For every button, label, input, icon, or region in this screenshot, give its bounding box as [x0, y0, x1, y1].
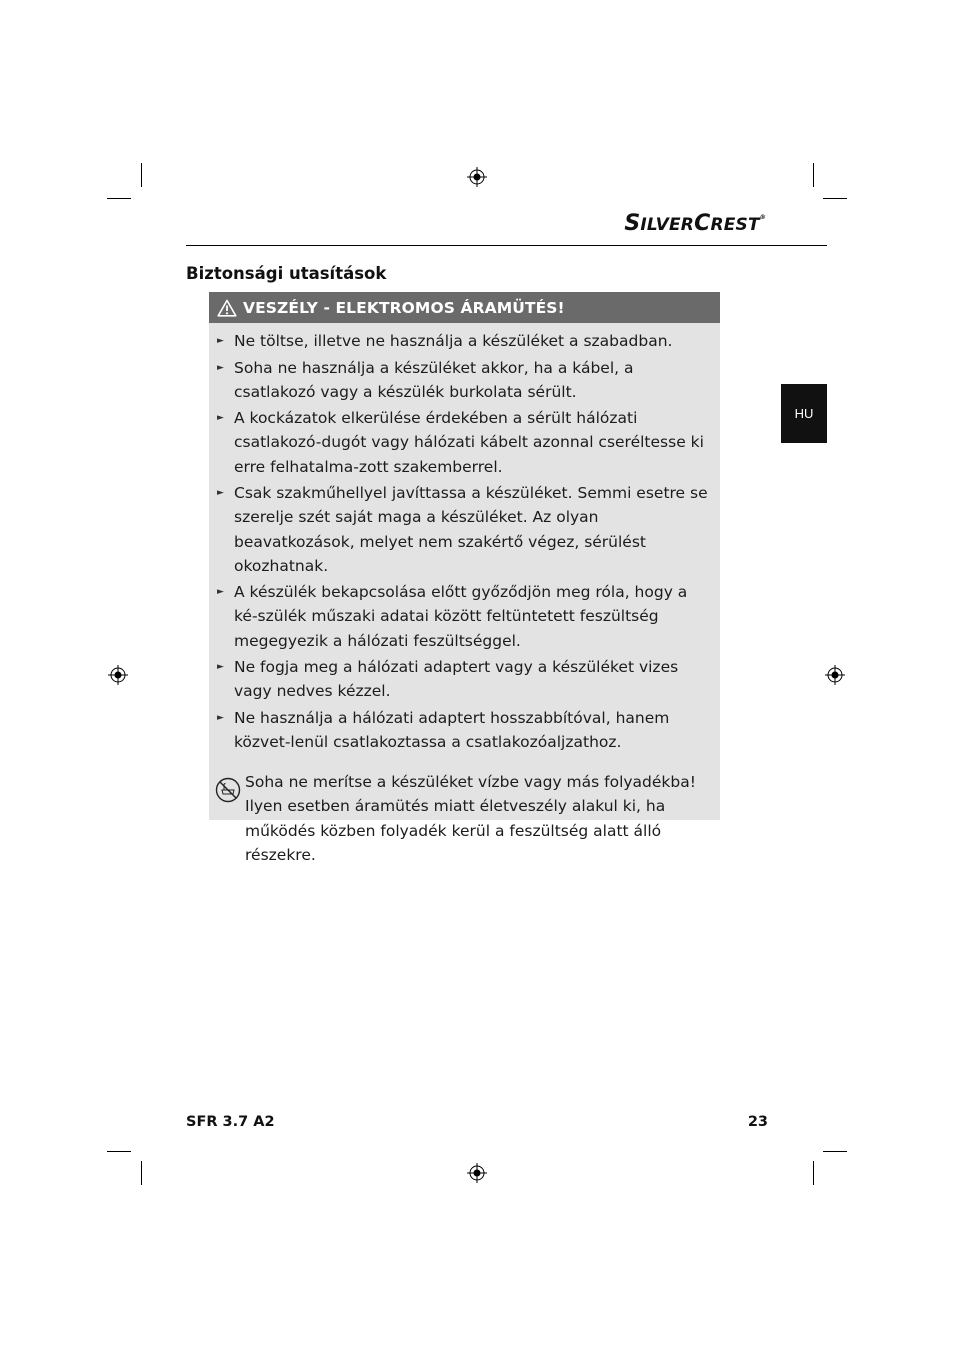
crop-mark	[813, 163, 814, 187]
bullet-arrow-icon: ►	[217, 413, 224, 424]
bullet-arrow-icon: ►	[217, 362, 224, 373]
bullet-arrow-icon: ►	[217, 488, 224, 499]
no-bath-icon	[215, 777, 241, 803]
water-warning-note	[209, 770, 720, 867]
bullet-arrow-icon: ►	[217, 587, 224, 598]
crop-mark	[107, 1151, 131, 1152]
list-item: ► Ne használja a hálózati adaptert hosszabbítóval, hanem közvet-lenül csatlakoztassa a csatlakozóaljzathoz.	[209, 706, 720, 754]
warning-triangle-icon	[217, 299, 237, 317]
note-text: Soha ne merítse a készüléket vízbe vagy más folyadékba! Ilyen esetben áramütés miatt életveszély alakul ki, ha működés közben folyadék kerül a feszültség alatt álló részekre.	[245, 773, 696, 864]
registration-mark-icon	[467, 167, 487, 187]
bullet-arrow-icon: ►	[217, 712, 224, 723]
bullet-arrow-icon: ►	[217, 662, 224, 673]
list-item: ► A kockázatok elkerülése érdekében a sérült hálózati csatlakozó-dugót vagy hálózati kábelt azonnal cseréltesse ki erre felhatalma-zott szakemberrel.	[209, 406, 720, 479]
page-number: 23	[747, 1114, 768, 1130]
bullet-arrow-icon: ►	[217, 336, 224, 346]
crop-mark	[813, 1161, 814, 1185]
language-tab: HU	[781, 384, 827, 443]
warning-list	[209, 323, 720, 754]
list-item: ► A készülék bekapcsolása előtt győződjön meg róla, hogy a ké-szülék műszaki adatai között feltüntetett feszültség megegyezik a hálózati feszültséggel.	[209, 580, 720, 653]
crop-mark	[141, 163, 142, 187]
model-number: SFR 3.7 A2	[186, 1114, 275, 1130]
crop-mark	[107, 198, 131, 199]
registration-mark-icon	[467, 1163, 487, 1183]
registration-mark-icon	[108, 665, 128, 685]
brand-logo: SILVERCREST®	[624, 211, 766, 236]
warning-box	[209, 292, 720, 864]
list-item: ► Soha ne használja a készüléket akkor, ha a kábel, a csatlakozó vagy a készülék burkolata sérült.	[209, 356, 720, 404]
warning-title: VESZÉLY - ELEKTROMOS ÁRAMÜTÉS!	[243, 298, 565, 317]
crop-mark	[823, 1151, 847, 1152]
header-divider	[186, 245, 827, 246]
crop-mark	[823, 198, 847, 199]
registration-mark-icon	[825, 665, 845, 685]
list-item: ► Csak szakműhellyel javíttassa a készüléket. Semmi esetre se szerelje szét saját maga a készüléket. Az olyan beavatkozások, melyet nem szakértő végez, sérülést okozhatnak.	[209, 481, 720, 578]
list-item: ► Ne fogja meg a hálózati adaptert vagy a készüléket vizes vagy nedves kézzel.	[209, 655, 720, 703]
list-item: ► Ne töltse, illetve ne használja a készüléket a szabadban.	[209, 329, 720, 353]
warning-header	[209, 292, 720, 323]
section-title: Biztonsági utasítások	[186, 264, 387, 283]
crop-mark	[141, 1161, 142, 1185]
